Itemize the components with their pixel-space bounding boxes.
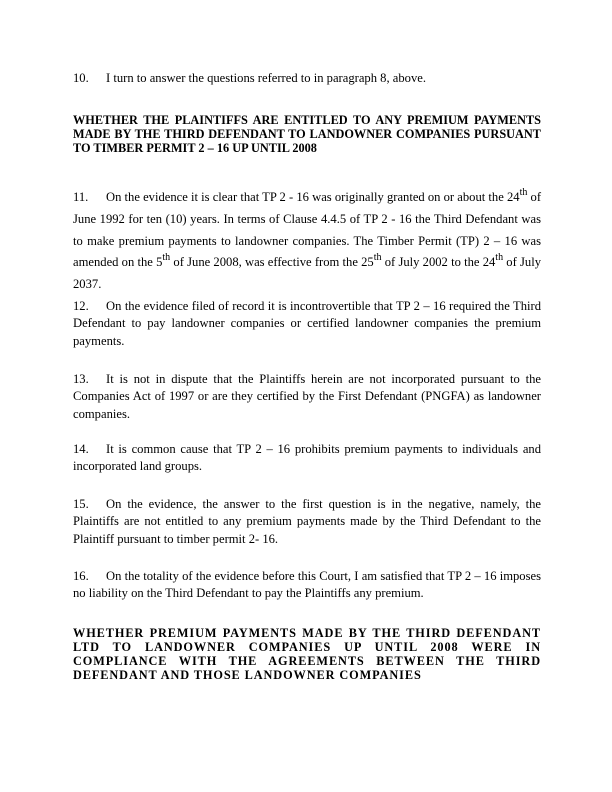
paragraph-number: 14.	[73, 442, 89, 456]
paragraph-text: On the evidence, the answer to the first question is in the negative, namely, the Plaintiffs are not entitled to any premium payments made by the Third Defendant to the Plaintiff pursuant to timber permit 2- 16.	[73, 497, 541, 546]
paragraph-10	[73, 70, 541, 87]
paragraph-text: On the evidence filed of record it is incontrovertible that TP 2 – 16 required the Third Defendant to pay landowner companies or certified landowner companies the premium payments.	[73, 299, 541, 348]
paragraph-16	[73, 568, 541, 603]
paragraph-number: 11.	[73, 190, 89, 204]
paragraph-number: 13.	[73, 372, 89, 386]
paragraph-number: 16.	[73, 569, 89, 583]
section-heading-premium-entitlement: WHETHER THE PLAINTIFFS ARE ENTITLED TO ANY PREMIUM PAYMENTS MADE BY THE THIRD DEFENDANT TO LANDOWNER COMPANIES PURSUANT TO TIMBER PERMIT 2 – 16 UP UNTIL 2008	[73, 113, 541, 155]
paragraph-text: On the totality of the evidence before this Court, I am satisfied that TP 2 – 16 imposes no liability on the Third Defendant to pay the Plaintiffs any premium.	[73, 569, 541, 601]
paragraph-text: of June 2008, was effective from the 25	[170, 255, 374, 270]
paragraph-number: 12.	[73, 299, 89, 313]
paragraph-text: of June 1992 for ten (10) years. In terms of Clause 4.4.5 of TP 2 - 16 the Third Defendant was to make premium payments to landowner companies. The Timber Permit (TP) 2 – 16 was amended on the 5	[73, 190, 542, 270]
ordinal-suffix: th	[495, 252, 504, 264]
paragraph-text: of July 2037.	[73, 255, 542, 292]
paragraph-14	[73, 441, 541, 476]
paragraph-text: It is common cause that TP 2 – 16 prohibits premium payments to individuals and incorporated land groups.	[73, 442, 541, 474]
paragraph-13	[73, 371, 541, 423]
paragraph-15	[73, 496, 541, 548]
ordinal-suffix: th	[373, 252, 382, 264]
paragraph-number: 15.	[73, 497, 89, 511]
ordinal-suffix: th	[162, 252, 171, 264]
section-heading-premium-compliance: WHETHER PREMIUM PAYMENTS MADE BY THE THIRD DEFENDANT LTD TO LANDOWNER COMPANIES UP UNTIL 2008 WERE IN COMPLIANCE WITH THE AGREEMENTS BETWEEN THE THIRD DEFENDANT AND THOSE LANDOWNER COMPANIES	[73, 626, 541, 682]
paragraph-text: of July 2002 to the 24	[381, 255, 496, 270]
paragraph-text: On the evidence it is clear that TP 2 - 16 was originally granted on or about the 24	[106, 190, 520, 204]
paragraph-12	[73, 298, 541, 350]
paragraph-11	[73, 187, 541, 296]
ordinal-suffix: th	[519, 187, 528, 198]
paragraph-text: I turn to answer the questions referred to in paragraph 8, above.	[106, 71, 426, 85]
paragraph-text: It is not in dispute that the Plaintiffs herein are not incorporated pursuant to the Companies Act of 1997 or are they certified by the First Defendant (PNGFA) as landowner companies.	[73, 372, 541, 421]
paragraph-number: 10.	[73, 71, 89, 85]
